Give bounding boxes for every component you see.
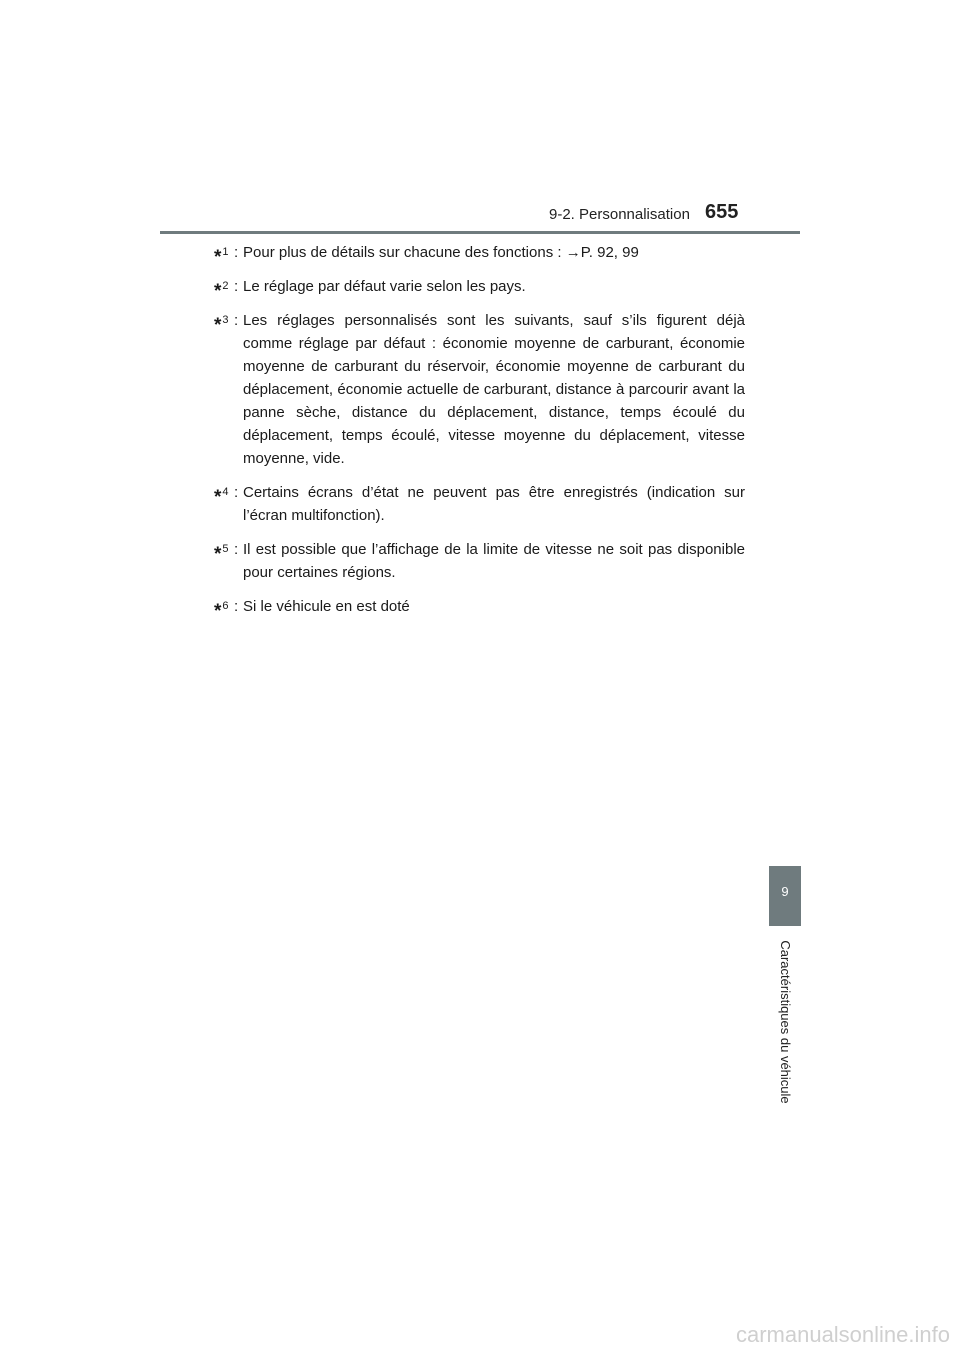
footnote-number: 1	[222, 246, 229, 258]
footnote-number: 4	[222, 486, 229, 498]
footnote-marker	[214, 481, 229, 509]
footnote	[214, 481, 745, 527]
footnote-colon: :	[234, 484, 239, 501]
footnote-text: Si le véhicule en est doté	[243, 598, 410, 615]
footnote	[214, 309, 745, 470]
footnote-number: 6	[222, 600, 229, 612]
footnote-colon: :	[234, 312, 239, 329]
footnote-number: 5	[222, 543, 229, 555]
footnote-marker	[214, 241, 229, 269]
page-header	[160, 196, 800, 230]
footnote-text: Il est possible que l’affichage de la limite de vitesse ne soit pas disponible pour certaines régions.	[243, 541, 745, 581]
footnote-text: Pour plus de détails sur chacune des fonctions : →P. 92, 99	[243, 244, 639, 261]
section-title: 9-2. Personnalisation	[549, 206, 690, 223]
chapter-label: Caractéristiques du véhicule	[778, 940, 793, 1104]
footnote-marker	[214, 595, 229, 623]
footnote-colon: :	[234, 244, 239, 261]
asterisk: *	[214, 544, 222, 565]
footnote-colon: :	[234, 541, 239, 558]
footnote-text: Le réglage par défaut varie selon les pays.	[243, 278, 526, 295]
footnote-text: Les réglages personnalisés sont les suivants, sauf s’ils figurent déjà comme réglage par défaut : économie moyenne de carburant, économie moyenne de carburant du réservoir, économie moyenne de carburant du déplacement, économie actuelle de carburant, distance à parcourir avant la panne sèche, distance du déplacement, distance, temps écoulé du déplacement, temps écoulé, vitesse moyenne du déplacement, vitesse moyenne, vide.	[243, 312, 745, 467]
watermark-text: carmanualsonline.info	[735, 1322, 950, 1347]
footnotes-list	[214, 241, 745, 629]
page-number: 655	[705, 201, 739, 223]
footnote	[214, 275, 745, 302]
chapter-tab	[769, 866, 801, 926]
chapter-number: 9	[781, 884, 789, 899]
asterisk: *	[214, 601, 222, 622]
footnote	[214, 595, 745, 622]
footnote	[214, 241, 745, 268]
footnote-colon: :	[234, 278, 239, 295]
header-rule	[160, 231, 800, 234]
asterisk: *	[214, 247, 222, 268]
asterisk: *	[214, 315, 222, 336]
footnote-marker	[214, 309, 229, 337]
footnote-number: 3	[222, 314, 229, 326]
asterisk: *	[214, 487, 222, 508]
footnote-number: 2	[222, 280, 229, 292]
footnote-colon: :	[234, 598, 239, 615]
footnote-marker	[214, 538, 229, 566]
footnote	[214, 538, 745, 584]
footnote-marker	[214, 275, 229, 303]
asterisk: *	[214, 281, 222, 302]
footnote-text: Certains écrans d’état ne peuvent pas être enregistrés (indication sur l’écran multifonction).	[243, 484, 745, 524]
